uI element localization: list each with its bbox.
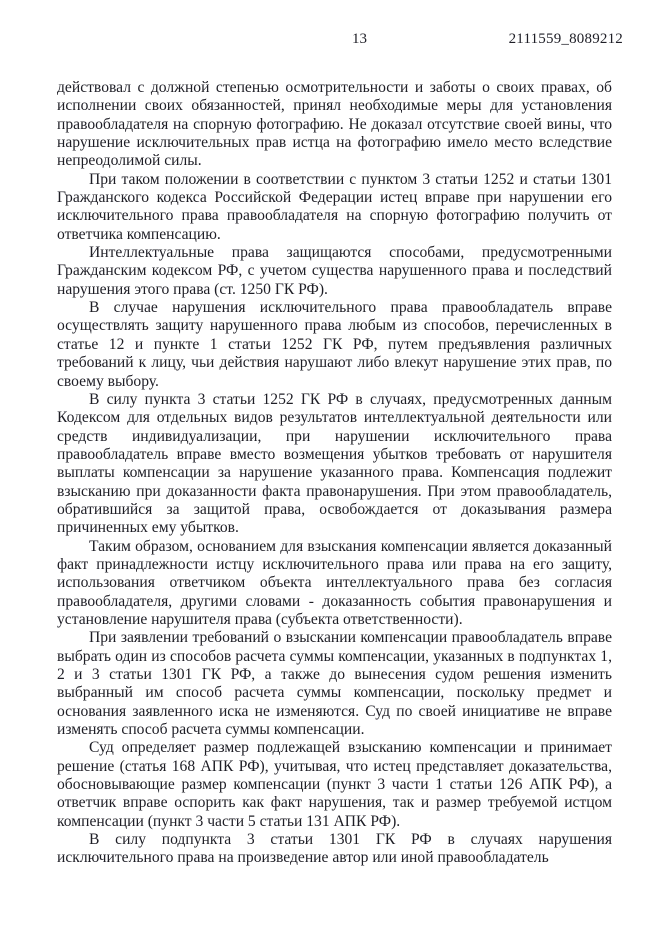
- document-body: [57, 79, 612, 868]
- body-paragraph: Интеллектуальные права защищаются способами, предусмотренными Гражданским кодексом РФ, с учетом существа нарушенного права и последствий нарушения этого права (ст. 1250 ГК РФ).: [57, 244, 612, 298]
- body-paragraph: В силу пункта 3 статьи 1252 ГК РФ в случаях, предусмотренных данным Кодексом для отдельных видов результатов интеллектуальной деятельности или средств индивидуализации, при нарушении исключительного права правообладатель вправе вместо возмещения убытков требовать от нарушителя выплаты компенсации за нарушение указанного права. Компенсация подлежит взысканию при доказанности факта правонарушения. При этом правообладатель, обратившийся за защитой права, освобождается от доказывания размера причиненных ему убытков.: [57, 390, 612, 537]
- body-paragraph: Суд определяет размер подлежащей взысканию компенсации и принимает решение (статья 168 АПК РФ), учитывая, что истец представляет доказательства, обосновывающие размер компенсации (пункт 3 части 1 статьи 126 АПК РФ), а ответчик вправе оспорить как факт нарушения, так и размер требуемой истцом компенсации (пункт 3 части 5 статьи 131 АПК РФ).: [57, 739, 612, 830]
- body-paragraph: При заявлении требований о взыскании компенсации правообладатель вправе выбрать один из способов расчета суммы компенсации, указанных в подпунктах 1, 2 и 3 статьи 1301 ГК РФ, а также до вынесения судом решения изменить выбранный им способ расчета суммы компенсации, поскольку предмет и основания заявленного иска не изменяются. Суд по своей инициативе не вправе изменять способ расчета суммы компенсации.: [57, 629, 612, 739]
- body-paragraph: В силу подпункта 3 статьи 1301 ГК РФ в случаях нарушения исключительного права на произведение автор или иной правообладатель: [57, 831, 612, 867]
- body-paragraph: действовал с должной степенью осмотрительности и заботы о своих правах, об исполнении своих обязанностей, принял необходимые меры для установления правообладателя на спорную фотографию. Не доказал отсутствие своей вины, что нарушение исключительных прав истца на фотографию имело место вследствие непреодолимой силы.: [57, 79, 612, 170]
- body-paragraph: При таком положении в соответствии с пунктом 3 статьи 1252 и статьи 1301 Гражданского кодекса Российской Федерации истец вправе при нарушении его исключительного права правообладателя на спорную фотографию получить от ответчика компенсацию.: [57, 170, 612, 243]
- body-paragraph: В случае нарушения исключительного права правообладатель вправе осуществлять защиту нарушенного права любым из способов, перечисленных в статье 12 и пункте 1 статьи 1252 ГК РФ, путем предъявления различных требований к лицу, чьи действия нарушают либо влекут нарушение этих прав, по своему выбору.: [57, 299, 612, 390]
- page-header: [57, 30, 623, 48]
- page-number: 13: [352, 31, 367, 47]
- document-code: 2111559_8089212: [508, 31, 623, 47]
- body-paragraph: Таким образом, основанием для взыскания компенсации является доказанный факт принадлежности истцу исключительного права или права на его защиту, использования ответчиком объекта интеллектуального права без согласия правообладателя, другими словами - доказанность события правонарушения и установление нарушителя права (субъекта ответственности).: [57, 537, 612, 628]
